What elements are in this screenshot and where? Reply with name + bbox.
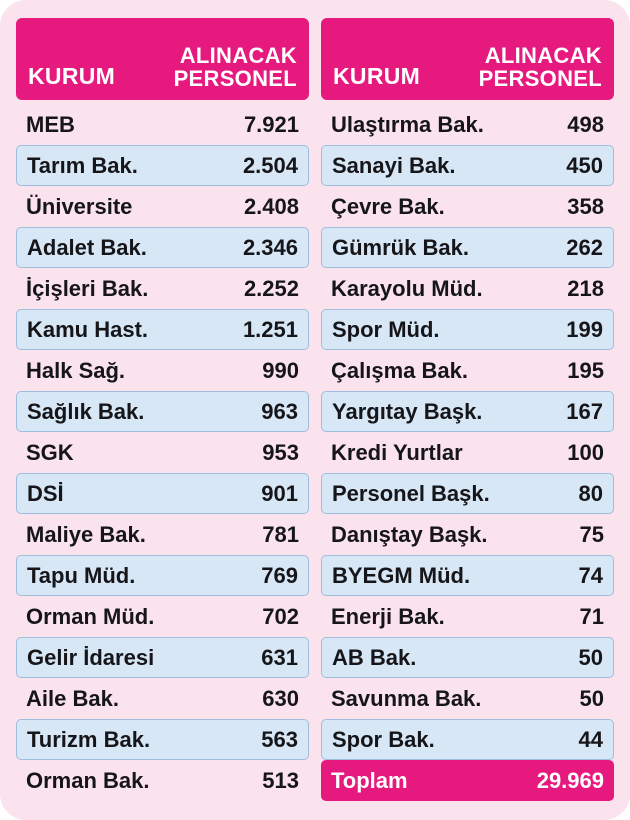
table-row: [321, 186, 614, 227]
row-value: 2.408: [243, 193, 299, 219]
table-row: [321, 514, 614, 555]
row-value: 2.504: [242, 152, 298, 178]
table-row: [16, 268, 309, 309]
left-column: [16, 18, 309, 804]
row-value: 44: [578, 726, 603, 752]
row-label: Enerji Bak.: [331, 603, 445, 629]
row-value: 2.346: [242, 234, 298, 260]
header-alinacak-label: ALINACAK: [179, 42, 297, 68]
row-label: Spor Bak.: [332, 726, 435, 752]
table-row: [16, 391, 309, 432]
row-value: 2.252: [243, 275, 299, 301]
row-value: 218: [567, 275, 604, 301]
row-label: Gelir İdaresi: [27, 644, 155, 670]
row-label: Kredi Yurtlar: [331, 439, 463, 465]
row-value: 630: [262, 685, 299, 711]
header-personel-group: [479, 44, 602, 90]
row-label: Halk Sağ.: [26, 357, 126, 383]
header-alinacak-label: ALINACAK: [484, 42, 602, 68]
row-label: Maliye Bak.: [26, 521, 146, 547]
row-label: Gümrük Bak.: [332, 234, 469, 260]
row-value: 953: [262, 439, 299, 465]
row-label: Üniversite: [26, 193, 133, 219]
table-row: [321, 555, 614, 596]
row-label: Tapu Müd.: [27, 562, 136, 588]
table-row: [16, 432, 309, 473]
row-label: Kamu Hast.: [27, 316, 149, 342]
table-row: [16, 637, 309, 678]
row-value: 513: [262, 767, 299, 793]
table-row: [16, 678, 309, 719]
row-value: 50: [578, 644, 603, 670]
row-value: 702: [262, 603, 299, 629]
row-value: 167: [566, 398, 603, 424]
table-row: [321, 350, 614, 391]
left-column-header: [16, 18, 309, 100]
row-label: Ulaştırma Bak.: [331, 111, 484, 137]
row-value: 71: [579, 603, 604, 629]
table-row: [16, 227, 309, 268]
row-label: Personel Başk.: [332, 480, 490, 506]
row-label: Yargıtay Başk.: [332, 398, 483, 424]
table-row: [321, 227, 614, 268]
row-value: 100: [567, 439, 604, 465]
table-row: [321, 268, 614, 309]
row-value: 781: [262, 521, 299, 547]
row-value: 769: [261, 562, 298, 588]
row-label: Tarım Bak.: [27, 152, 138, 178]
row-value: 80: [578, 480, 603, 506]
right-column-header: [321, 18, 614, 100]
row-label: MEB: [26, 111, 75, 137]
row-label: Spor Müd.: [332, 316, 440, 342]
total-value: 29.969: [536, 767, 604, 793]
table-row: [16, 473, 309, 514]
table-row: [321, 719, 614, 760]
table-row: [16, 104, 309, 145]
table-row: [16, 145, 309, 186]
row-label: Turizm Bak.: [27, 726, 151, 752]
row-value: 963: [261, 398, 298, 424]
row-value: 901: [261, 480, 298, 506]
table-row: [321, 145, 614, 186]
row-label: Orman Müd.: [26, 603, 155, 629]
table-row: [321, 309, 614, 350]
table-row: [321, 432, 614, 473]
row-value: 498: [567, 111, 604, 137]
table-row: [321, 391, 614, 432]
row-value: 199: [566, 316, 603, 342]
row-label: Çevre Bak.: [331, 193, 445, 219]
header-kurum-label: KURUM: [333, 63, 421, 89]
row-label: Sanayi Bak.: [332, 152, 456, 178]
header-personel-label: PERSONEL: [478, 65, 602, 91]
table-row: [321, 473, 614, 514]
row-label: DSİ: [27, 480, 64, 506]
row-label: Sağlık Bak.: [27, 398, 145, 424]
table-row: [16, 514, 309, 555]
row-label: Orman Bak.: [26, 767, 150, 793]
row-value: 563: [261, 726, 298, 752]
row-label: BYEGM Müd.: [332, 562, 471, 588]
left-rows: [16, 104, 309, 801]
row-label: Adalet Bak.: [27, 234, 147, 260]
right-rows: [321, 104, 614, 801]
table-row: [16, 760, 309, 801]
table-row: [321, 596, 614, 637]
row-value: 50: [579, 685, 604, 711]
row-value: 631: [261, 644, 298, 670]
row-value: 75: [579, 521, 604, 547]
header-kurum-label: KURUM: [28, 63, 116, 89]
row-value: 74: [578, 562, 603, 588]
table-row: [321, 637, 614, 678]
row-value: 195: [567, 357, 604, 383]
row-label: İçişleri Bak.: [26, 275, 149, 301]
table-row: [16, 596, 309, 637]
row-value: 262: [566, 234, 603, 260]
row-label: AB Bak.: [332, 644, 417, 670]
row-label: Çalışma Bak.: [331, 357, 468, 383]
table-row: [321, 678, 614, 719]
right-column: [321, 18, 614, 804]
row-value: 358: [567, 193, 604, 219]
row-value: 7.921: [243, 111, 299, 137]
row-label: Karayolu Müd.: [331, 275, 483, 301]
table-row: [321, 104, 614, 145]
table-row: [16, 309, 309, 350]
table-row: [16, 555, 309, 596]
table-row: [16, 719, 309, 760]
row-label: SGK: [26, 439, 74, 465]
row-label: Danıştay Başk.: [331, 521, 488, 547]
table-row: [16, 186, 309, 227]
header-personel-label: PERSONEL: [173, 65, 297, 91]
table-row: [16, 350, 309, 391]
row-label: Savunma Bak.: [331, 685, 482, 711]
row-value: 1.251: [242, 316, 298, 342]
row-value: 450: [566, 152, 603, 178]
row-label: Aile Bak.: [26, 685, 119, 711]
row-value: 990: [262, 357, 299, 383]
header-personel-group: [174, 44, 297, 90]
total-row: [321, 760, 614, 801]
total-label: Toplam: [331, 767, 408, 793]
